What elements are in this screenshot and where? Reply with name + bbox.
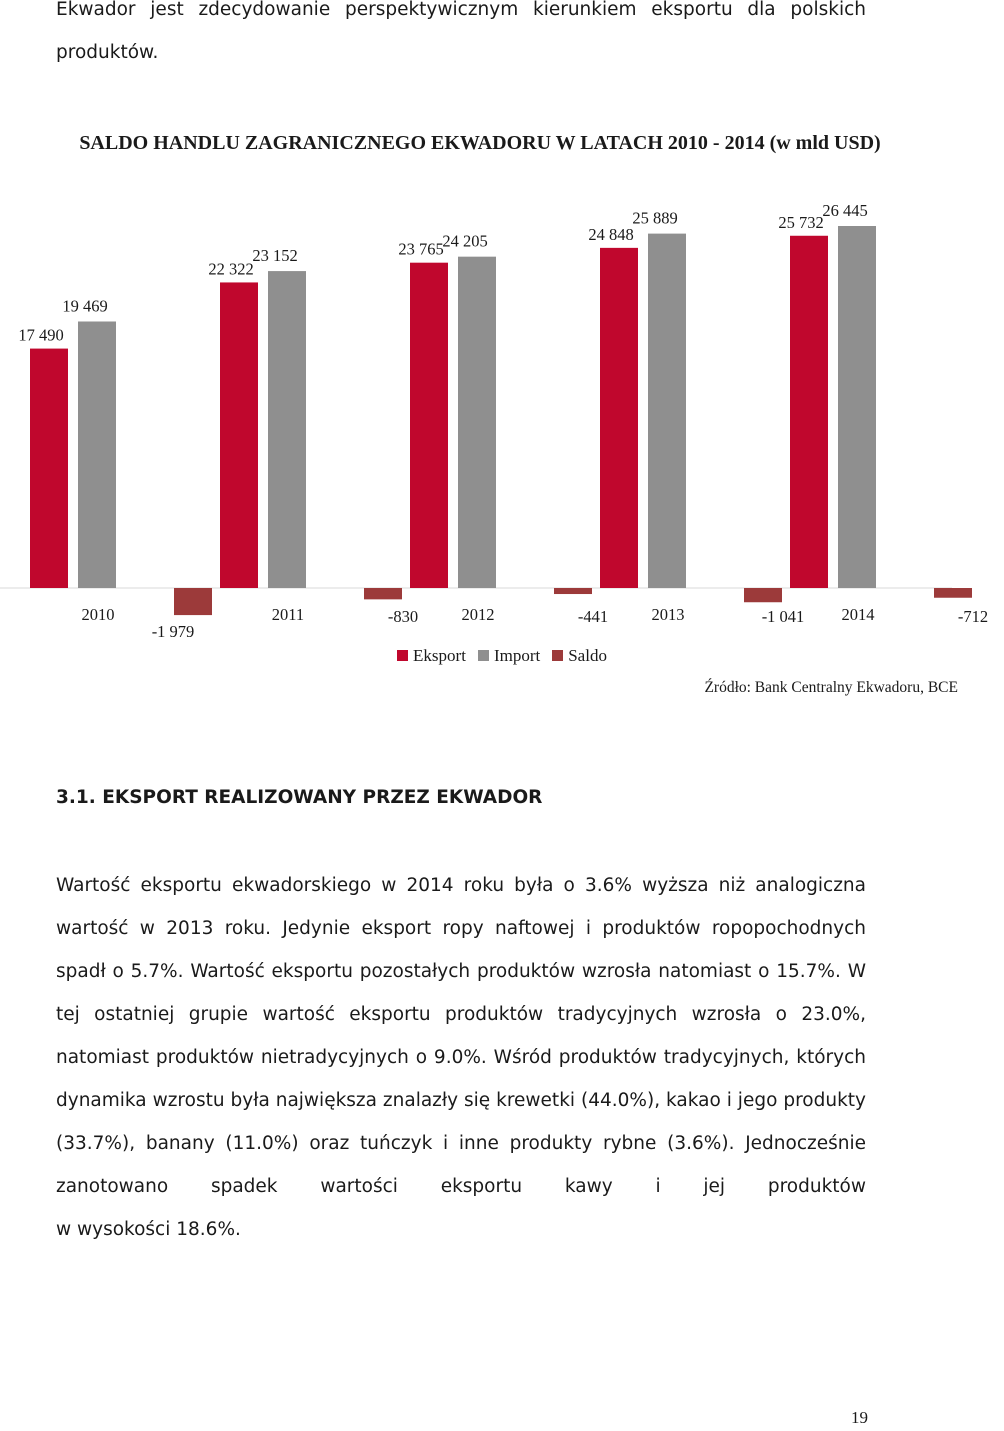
bar-saldo [174, 588, 212, 615]
data-label-eksport: 24 848 [588, 224, 634, 244]
body-line: Wartość eksportu ekwadorskiego w 2014 roku była o 3.6% wyższa niż analogiczna [56, 875, 866, 896]
bar-saldo [744, 588, 782, 602]
bar-saldo [364, 588, 402, 599]
data-label-import: 25 889 [632, 208, 678, 228]
body-line: Jednocześnie zanotowano spadek wartości eksportu kawy i jej produktów [56, 1133, 866, 1197]
data-label-saldo: -441 [577, 607, 609, 626]
chart-legend [0, 646, 1004, 666]
legend-label: Saldo [568, 646, 607, 665]
legend-item [397, 646, 466, 666]
intro-line: produktów. [56, 42, 159, 63]
category-label: 2014 [841, 605, 875, 624]
chart-title: SALDO HANDLU ZAGRANICZNEGO EKWADORU W LATACH 2010 - 2014 (w mld USD) [79, 132, 881, 154]
data-label-import: 19 469 [62, 296, 108, 316]
legend-swatch [397, 650, 408, 661]
legend-item [478, 646, 540, 666]
data-label-saldo: -1 041 [761, 607, 805, 626]
data-label-eksport: 17 490 [18, 325, 64, 345]
bar-import [78, 321, 116, 588]
bar-saldo [934, 588, 972, 598]
data-label-import: 26 445 [822, 201, 868, 220]
data-label-import: 23 152 [252, 246, 298, 266]
data-label-eksport: 25 732 [778, 212, 824, 232]
data-label-import: 24 205 [442, 231, 488, 251]
section-heading: 3.1. EKSPORT REALIZOWANY PRZEZ EKWADOR [56, 787, 543, 808]
data-label-saldo: -712 [957, 607, 989, 626]
intro-paragraph [56, 0, 866, 74]
legend-item [552, 646, 607, 666]
bar-import [838, 226, 876, 588]
bar-eksport [600, 248, 638, 588]
bar-import [648, 234, 686, 588]
legend-label: Eksport [413, 646, 466, 665]
chart-source: Źródło: Bank Centralny Ekwadoru, BCE [704, 679, 958, 696]
body-line: natomiast produktów nietradycyjnych o 9.0%. Wśród produktów tradycyjnych, [56, 1047, 790, 1068]
data-label-eksport: 22 322 [208, 259, 254, 279]
body-line: W tej ostatniej grupie wartość eksportu produktów tradycyjnych wzrosła o 23.0%, [56, 961, 866, 1025]
bar-saldo [554, 588, 592, 594]
page-number: 19 [851, 1408, 868, 1427]
legend-label: Import [493, 646, 541, 665]
category-label: 2012 [461, 605, 495, 624]
body-line: których dynamika wzrostu była największa znalazły się krewetki (44.0%), kakao i jego [56, 1047, 866, 1111]
body-line: produkty (33.7%), banany (11.0%) oraz tuńczyk i inne produkty rybne (3.6%). [56, 1090, 866, 1154]
intro-line: Ekwador jest zdecydowanie perspektywicznym kierunkiem eksportu dla polskich [56, 0, 866, 20]
bar-eksport [410, 263, 448, 588]
data-label-saldo: -1 979 [151, 622, 195, 642]
bar-import [268, 271, 306, 588]
trade-balance-chart [0, 180, 989, 642]
category-label: 2011 [271, 605, 305, 624]
legend-swatch [552, 650, 563, 661]
bar-import [458, 257, 496, 588]
legend-swatch [478, 650, 489, 661]
bar-eksport [790, 236, 828, 588]
bar-eksport [220, 282, 258, 588]
data-label-eksport: 23 765 [398, 239, 444, 259]
body-line: wartość w 2013 roku. Jedynie eksport ropy naftowej i produktów ropopochodnych [56, 918, 866, 939]
body-line: spadł o 5.7%. Wartość eksportu pozostałych produktów wzrosła natomiast o 15.7%. [56, 961, 841, 982]
body-paragraph [56, 864, 866, 1251]
category-label: 2010 [81, 605, 115, 624]
data-label-saldo: -830 [387, 607, 419, 626]
category-label: 2013 [651, 605, 685, 624]
bar-eksport [30, 349, 68, 588]
body-line: w wysokości 18.6%. [56, 1219, 241, 1240]
